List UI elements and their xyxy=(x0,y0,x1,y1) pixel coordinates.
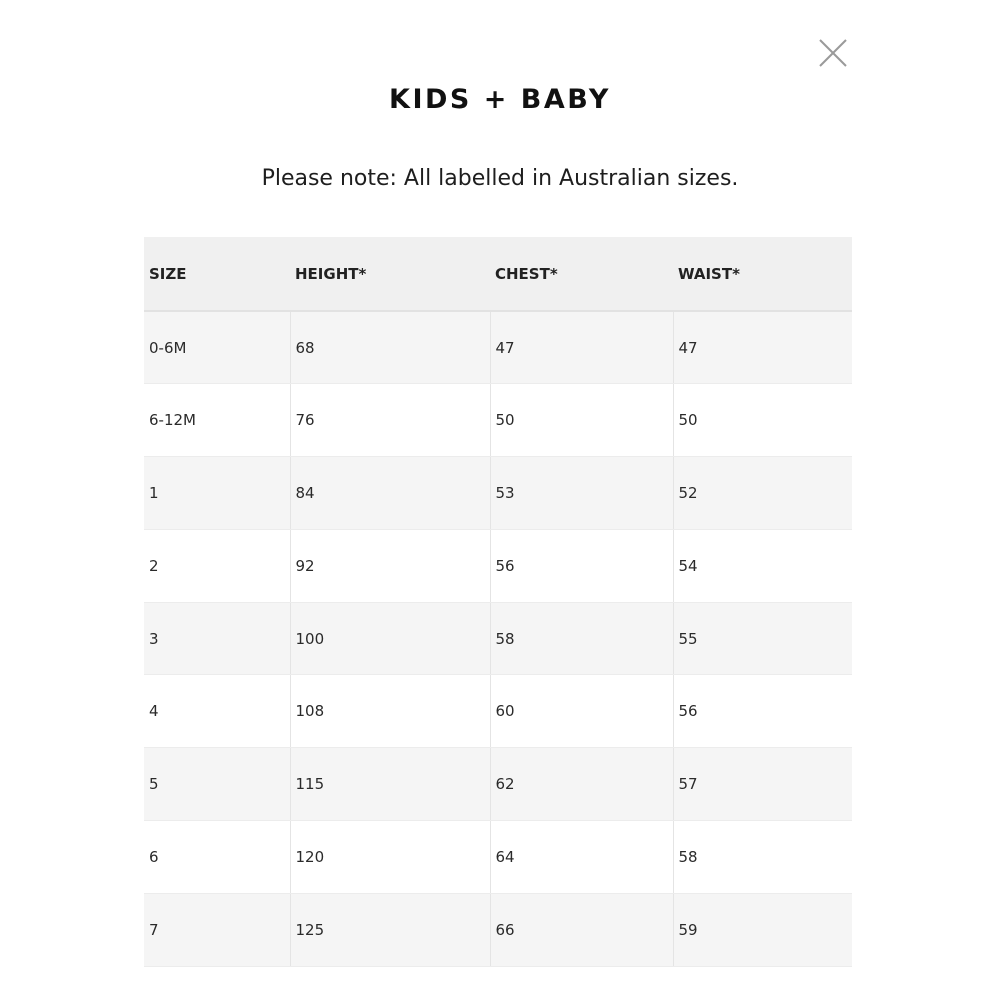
cell-size: 2 xyxy=(144,529,290,602)
cell-size: 6 xyxy=(144,821,290,894)
column-header-height: HEIGHT* xyxy=(290,237,490,311)
table-row xyxy=(144,748,852,821)
close-button[interactable] xyxy=(816,36,850,70)
cell-chest: 53 xyxy=(490,457,673,530)
cell-waist: 55 xyxy=(673,602,852,675)
table-row xyxy=(144,602,852,675)
cell-height: 84 xyxy=(290,457,490,530)
cell-chest: 62 xyxy=(490,748,673,821)
column-header-waist: WAIST* xyxy=(673,237,852,311)
cell-chest: 47 xyxy=(490,311,673,384)
cell-chest: 66 xyxy=(490,893,673,966)
cell-height: 115 xyxy=(290,748,490,821)
cell-waist: 54 xyxy=(673,529,852,602)
table-row xyxy=(144,457,852,530)
column-header-chest: CHEST* xyxy=(490,237,673,311)
cell-chest: 64 xyxy=(490,821,673,894)
size-chart-table xyxy=(144,237,852,967)
table-row xyxy=(144,384,852,457)
cell-size: 4 xyxy=(144,675,290,748)
cell-height: 125 xyxy=(290,893,490,966)
cell-height: 120 xyxy=(290,821,490,894)
cell-waist: 56 xyxy=(673,675,852,748)
table-row xyxy=(144,675,852,748)
cell-height: 100 xyxy=(290,602,490,675)
cell-chest: 50 xyxy=(490,384,673,457)
cell-height: 76 xyxy=(290,384,490,457)
cell-waist: 57 xyxy=(673,748,852,821)
table-row xyxy=(144,821,852,894)
cell-size: 1 xyxy=(144,457,290,530)
cell-size: 5 xyxy=(144,748,290,821)
close-icon xyxy=(816,36,850,70)
column-header-size: SIZE xyxy=(144,237,290,311)
cell-size: 7 xyxy=(144,893,290,966)
table-row xyxy=(144,893,852,966)
cell-height: 92 xyxy=(290,529,490,602)
cell-waist: 59 xyxy=(673,893,852,966)
cell-waist: 50 xyxy=(673,384,852,457)
cell-waist: 58 xyxy=(673,821,852,894)
table-row xyxy=(144,529,852,602)
cell-size: 3 xyxy=(144,602,290,675)
modal-title: KIDS + BABY xyxy=(389,84,611,115)
table-header-row xyxy=(144,237,852,311)
cell-height: 108 xyxy=(290,675,490,748)
cell-size: 6-12M xyxy=(144,384,290,457)
table-row xyxy=(144,311,852,384)
table-body xyxy=(144,311,852,966)
size-note: Please note: All labelled in Australian sizes. xyxy=(261,166,739,191)
cell-chest: 56 xyxy=(490,529,673,602)
cell-chest: 60 xyxy=(490,675,673,748)
cell-waist: 52 xyxy=(673,457,852,530)
cell-size: 0-6M xyxy=(144,311,290,384)
cell-waist: 47 xyxy=(673,311,852,384)
cell-height: 68 xyxy=(290,311,490,384)
cell-chest: 58 xyxy=(490,602,673,675)
